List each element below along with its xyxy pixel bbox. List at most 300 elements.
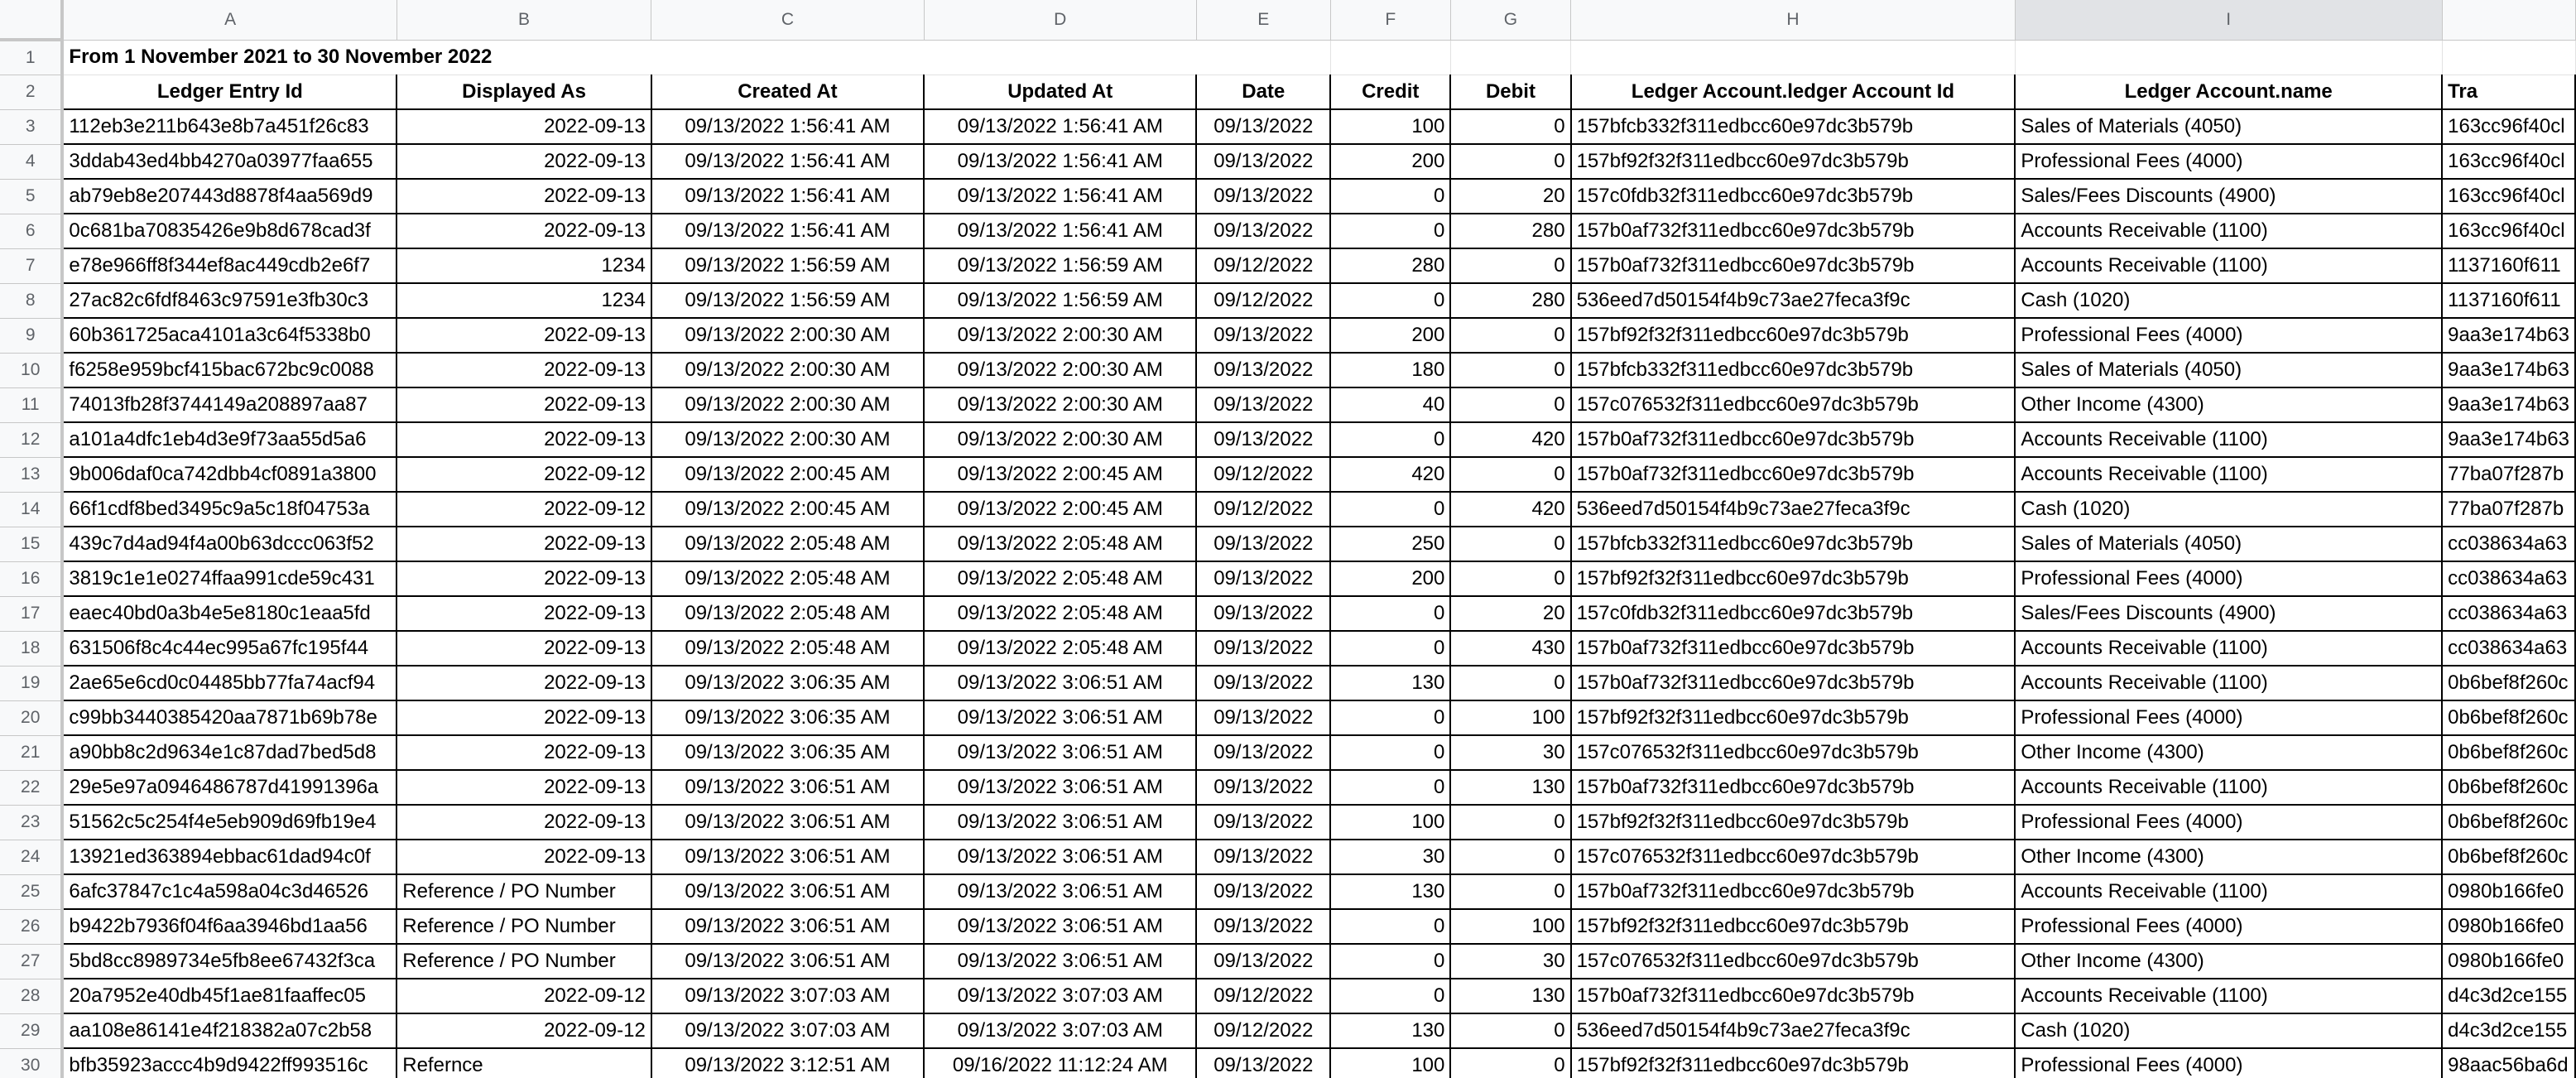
cell[interactable]: 9aa3e174b63 <box>2442 318 2575 353</box>
cell[interactable]: 157bf92f32f311edbcc60e97dc3b579b <box>1571 805 2016 840</box>
cell[interactable]: 0 <box>1450 387 1570 422</box>
cell[interactable]: 09/13/2022 <box>1196 387 1330 422</box>
cell[interactable]: 09/13/2022 1:56:41 AM <box>651 179 924 214</box>
cell[interactable]: 09/12/2022 <box>1196 283 1330 318</box>
cell[interactable]: 112eb3e211b643e8b7a451f26c83 <box>62 109 396 144</box>
row-header[interactable]: 16 <box>0 561 62 596</box>
cell[interactable]: 09/13/2022 3:07:03 AM <box>924 1013 1196 1048</box>
cell[interactable]: 2022-09-12 <box>396 457 651 492</box>
cell[interactable]: Accounts Receivable (1100) <box>2015 874 2442 909</box>
cell[interactable]: Other Income (4300) <box>2015 944 2442 979</box>
cell[interactable]: 631506f8c4c44ec995a67fc195f44 <box>62 631 396 666</box>
column-header[interactable]: D <box>924 0 1196 40</box>
cell[interactable]: 0b6bef8f260c <box>2442 666 2575 700</box>
cell[interactable]: Cash (1020) <box>2015 283 2442 318</box>
cell[interactable]: Professional Fees (4000) <box>2015 318 2442 353</box>
cell[interactable]: 100 <box>1330 1048 1450 1078</box>
cell[interactable]: 09/13/2022 1:56:41 AM <box>924 214 1196 248</box>
cell[interactable]: 157b0af732f311edbcc60e97dc3b579b <box>1571 214 2016 248</box>
cell[interactable]: 1234 <box>396 283 651 318</box>
header-cell[interactable]: Created At <box>651 75 924 109</box>
cell[interactable]: Cash (1020) <box>2015 1013 2442 1048</box>
cell[interactable]: 439c7d4ad94f4a00b63dccc063f52 <box>62 527 396 561</box>
cell[interactable]: 163cc96f40cl <box>2442 144 2575 179</box>
cell[interactable]: 09/13/2022 <box>1196 527 1330 561</box>
cell[interactable]: 6afc37847c1c4a598a04c3d46526 <box>62 874 396 909</box>
row-header[interactable]: 7 <box>0 248 62 283</box>
cell[interactable]: 157c076532f311edbcc60e97dc3b579b <box>1571 387 2016 422</box>
cell[interactable]: 09/13/2022 3:06:51 AM <box>924 909 1196 944</box>
cell[interactable]: 09/13/2022 3:06:51 AM <box>924 735 1196 770</box>
cell[interactable]: 280 <box>1450 214 1570 248</box>
cell[interactable]: 09/13/2022 2:05:48 AM <box>924 561 1196 596</box>
cell[interactable]: f6258e959bcf415bac672bc9c0088 <box>62 353 396 387</box>
cell[interactable]: 09/13/2022 3:06:51 AM <box>651 944 924 979</box>
cell[interactable]: 0 <box>1330 596 1450 631</box>
cell[interactable]: 09/13/2022 1:56:41 AM <box>651 214 924 248</box>
row-header[interactable]: 8 <box>0 283 62 318</box>
cell[interactable]: 0 <box>1330 909 1450 944</box>
cell[interactable]: 09/13/2022 3:06:51 AM <box>924 770 1196 805</box>
cell[interactable]: 09/13/2022 2:00:30 AM <box>651 422 924 457</box>
cell[interactable]: Sales/Fees Discounts (4900) <box>2015 179 2442 214</box>
cell[interactable]: 280 <box>1330 248 1450 283</box>
cell[interactable]: 157b0af732f311edbcc60e97dc3b579b <box>1571 874 2016 909</box>
cell[interactable]: 09/13/2022 3:12:51 AM <box>651 1048 924 1078</box>
cell[interactable]: 157bfcb332f311edbcc60e97dc3b579b <box>1571 353 2016 387</box>
cell[interactable]: 157b0af732f311edbcc60e97dc3b579b <box>1571 979 2016 1013</box>
cell[interactable]: 130 <box>1330 1013 1450 1048</box>
cell[interactable]: 2022-09-13 <box>396 596 651 631</box>
cell[interactable]: 0 <box>1330 422 1450 457</box>
cell[interactable]: 0 <box>1330 944 1450 979</box>
cell[interactable]: 09/13/2022 <box>1196 944 1330 979</box>
cell[interactable]: 09/13/2022 2:00:30 AM <box>924 353 1196 387</box>
cell[interactable]: 0 <box>1450 353 1570 387</box>
cell[interactable]: 0980b166fe0 <box>2442 944 2575 979</box>
cell[interactable]: 09/13/2022 <box>1196 770 1330 805</box>
cell[interactable]: 09/13/2022 <box>1196 318 1330 353</box>
cell[interactable]: 09/13/2022 3:06:51 AM <box>651 840 924 874</box>
cell[interactable]: 09/13/2022 2:05:48 AM <box>651 527 924 561</box>
cell[interactable]: 100 <box>1450 909 1570 944</box>
cell[interactable]: 09/13/2022 3:06:51 AM <box>651 909 924 944</box>
cell[interactable]: cc038634a63 <box>2442 561 2575 596</box>
cell[interactable]: 0 <box>1330 179 1450 214</box>
cell[interactable]: 200 <box>1330 561 1450 596</box>
cell[interactable]: Cash (1020) <box>2015 492 2442 527</box>
cell[interactable]: Professional Fees (4000) <box>2015 909 2442 944</box>
cell[interactable]: 09/12/2022 <box>1196 248 1330 283</box>
cell[interactable]: 157b0af732f311edbcc60e97dc3b579b <box>1571 422 2016 457</box>
row-header[interactable]: 11 <box>0 387 62 422</box>
cell[interactable]: 180 <box>1330 353 1450 387</box>
column-header[interactable]: A <box>62 0 396 40</box>
cell[interactable]: 157c076532f311edbcc60e97dc3b579b <box>1571 944 2016 979</box>
cell[interactable]: 2022-09-13 <box>396 318 651 353</box>
cell[interactable]: 09/12/2022 <box>1196 1013 1330 1048</box>
cell[interactable]: Accounts Receivable (1100) <box>2015 770 2442 805</box>
cell[interactable]: 420 <box>1450 492 1570 527</box>
cell[interactable]: Reference / PO Number <box>396 944 651 979</box>
row-header[interactable]: 14 <box>0 492 62 527</box>
cell[interactable]: 0 <box>1450 874 1570 909</box>
cell[interactable]: 09/13/2022 <box>1196 179 1330 214</box>
cell[interactable]: 0 <box>1330 979 1450 1013</box>
cell[interactable]: Other Income (4300) <box>2015 840 2442 874</box>
cell[interactable]: Other Income (4300) <box>2015 387 2442 422</box>
cell[interactable]: 09/13/2022 2:05:48 AM <box>924 631 1196 666</box>
cell[interactable]: Professional Fees (4000) <box>2015 144 2442 179</box>
cell[interactable]: 60b361725aca4101a3c64f5338b0 <box>62 318 396 353</box>
cell[interactable]: Reference / PO Number <box>396 909 651 944</box>
cell[interactable]: 20 <box>1450 596 1570 631</box>
cell[interactable]: 77ba07f287b <box>2442 492 2575 527</box>
cell[interactable]: 536eed7d50154f4b9c73ae27feca3f9c <box>1571 492 2016 527</box>
row-header[interactable]: 15 <box>0 527 62 561</box>
cell[interactable]: 0 <box>1450 457 1570 492</box>
cell[interactable]: 09/13/2022 3:06:51 AM <box>924 944 1196 979</box>
cell[interactable]: 09/13/2022 <box>1196 1048 1330 1078</box>
cell[interactable]: 100 <box>1330 805 1450 840</box>
cell[interactable]: 2022-09-13 <box>396 666 651 700</box>
cell[interactable]: 157bf92f32f311edbcc60e97dc3b579b <box>1571 1048 2016 1078</box>
cell[interactable]: 09/13/2022 1:56:41 AM <box>924 179 1196 214</box>
cell[interactable]: 09/13/2022 1:56:41 AM <box>924 144 1196 179</box>
cell[interactable]: 09/13/2022 2:05:48 AM <box>924 527 1196 561</box>
cell[interactable]: 09/13/2022 2:00:30 AM <box>651 387 924 422</box>
cell[interactable]: Other Income (4300) <box>2015 735 2442 770</box>
column-header[interactable]: H <box>1571 0 2016 40</box>
cell[interactable]: 09/13/2022 1:56:41 AM <box>651 144 924 179</box>
row-header[interactable]: 29 <box>0 1013 62 1048</box>
cell[interactable]: Sales of Materials (4050) <box>2015 527 2442 561</box>
cell[interactable]: 30 <box>1450 735 1570 770</box>
cell[interactable]: a101a4dfc1eb4d3e9f73aa55d5a6 <box>62 422 396 457</box>
cell[interactable] <box>2442 40 2575 75</box>
cell[interactable]: 0 <box>1450 1048 1570 1078</box>
cell[interactable]: 09/13/2022 <box>1196 874 1330 909</box>
row-header[interactable]: 23 <box>0 805 62 840</box>
row-header[interactable]: 1 <box>0 40 62 75</box>
cell[interactable]: 2022-09-13 <box>396 561 651 596</box>
cell[interactable]: 0b6bef8f260c <box>2442 805 2575 840</box>
row-header[interactable]: 12 <box>0 422 62 457</box>
cell[interactable]: 0 <box>1330 214 1450 248</box>
cell[interactable] <box>1450 40 1570 75</box>
header-cell[interactable]: Debit <box>1450 75 1570 109</box>
header-cell[interactable]: Ledger Account.ledger Account Id <box>1571 75 2016 109</box>
cell[interactable]: 0 <box>1330 283 1450 318</box>
cell[interactable]: 9aa3e174b63 <box>2442 387 2575 422</box>
row-header[interactable]: 4 <box>0 144 62 179</box>
cell[interactable]: 09/13/2022 3:06:35 AM <box>651 700 924 735</box>
cell[interactable]: 2022-09-13 <box>396 527 651 561</box>
row-header[interactable]: 5 <box>0 179 62 214</box>
cell[interactable]: 09/13/2022 2:00:45 AM <box>651 457 924 492</box>
cell[interactable]: 09/13/2022 2:00:30 AM <box>924 387 1196 422</box>
cell[interactable]: 09/13/2022 2:00:45 AM <box>924 457 1196 492</box>
cell[interactable]: 2022-09-13 <box>396 353 651 387</box>
cell[interactable]: Accounts Receivable (1100) <box>2015 631 2442 666</box>
cell[interactable]: 100 <box>1330 109 1450 144</box>
row-header[interactable]: 25 <box>0 874 62 909</box>
cell[interactable]: Accounts Receivable (1100) <box>2015 248 2442 283</box>
cell[interactable]: 0980b166fe0 <box>2442 874 2575 909</box>
cell[interactable]: Sales/Fees Discounts (4900) <box>2015 596 2442 631</box>
cell[interactable]: 250 <box>1330 527 1450 561</box>
row-header[interactable]: 6 <box>0 214 62 248</box>
cell[interactable]: 09/13/2022 <box>1196 596 1330 631</box>
cell[interactable]: 09/13/2022 <box>1196 666 1330 700</box>
cell[interactable]: 157bf92f32f311edbcc60e97dc3b579b <box>1571 561 2016 596</box>
cell[interactable]: 2022-09-13 <box>396 631 651 666</box>
cell[interactable]: 0 <box>1330 631 1450 666</box>
cell[interactable]: 536eed7d50154f4b9c73ae27feca3f9c <box>1571 1013 2016 1048</box>
cell[interactable]: 0b6bef8f260c <box>2442 770 2575 805</box>
cell[interactable]: e78e966ff8f344ef8ac449cdb2e6f7 <box>62 248 396 283</box>
cell[interactable]: 09/13/2022 <box>1196 422 1330 457</box>
cell[interactable]: Sales of Materials (4050) <box>2015 109 2442 144</box>
cell[interactable]: 157bf92f32f311edbcc60e97dc3b579b <box>1571 909 2016 944</box>
cell[interactable]: 20 <box>1450 179 1570 214</box>
cell[interactable]: 2022-09-13 <box>396 735 651 770</box>
cell[interactable]: a90bb8c2d9634e1c87dad7bed5d8 <box>62 735 396 770</box>
cell[interactable]: 09/12/2022 <box>1196 457 1330 492</box>
cell[interactable]: 157b0af732f311edbcc60e97dc3b579b <box>1571 457 2016 492</box>
cell[interactable]: 09/13/2022 3:06:51 AM <box>651 805 924 840</box>
cell[interactable]: 09/13/2022 1:56:59 AM <box>924 248 1196 283</box>
cell[interactable]: 09/13/2022 2:00:45 AM <box>924 492 1196 527</box>
cell[interactable]: 09/13/2022 2:00:30 AM <box>651 318 924 353</box>
cell[interactable]: 0 <box>1450 527 1570 561</box>
cell[interactable]: 157bf92f32f311edbcc60e97dc3b579b <box>1571 144 2016 179</box>
cell[interactable]: 163cc96f40cl <box>2442 109 2575 144</box>
cell[interactable]: 2ae65e6cd0c04485bb77fa74acf94 <box>62 666 396 700</box>
cell[interactable]: 130 <box>1450 770 1570 805</box>
cell[interactable]: 157c0fdb32f311edbcc60e97dc3b579b <box>1571 596 2016 631</box>
cell[interactable]: 2022-09-13 <box>396 109 651 144</box>
cell[interactable]: Professional Fees (4000) <box>2015 561 2442 596</box>
cell[interactable] <box>1330 40 1450 75</box>
cell[interactable]: 09/13/2022 <box>1196 631 1330 666</box>
cell[interactable]: 2022-09-13 <box>396 805 651 840</box>
cell[interactable]: 0980b166fe0 <box>2442 909 2575 944</box>
header-cell[interactable]: Displayed As <box>396 75 651 109</box>
cell[interactable]: 09/13/2022 3:06:51 AM <box>924 874 1196 909</box>
cell[interactable]: 09/13/2022 1:56:41 AM <box>651 109 924 144</box>
cell[interactable]: aa108e86141e4f218382a07c2b58 <box>62 1013 396 1048</box>
cell[interactable]: 200 <box>1330 318 1450 353</box>
cell[interactable]: 2022-09-13 <box>396 387 651 422</box>
header-cell[interactable]: Tra <box>2442 75 2575 109</box>
cell[interactable]: 2022-09-13 <box>396 144 651 179</box>
cell[interactable]: 3ddab43ed4bb4270a03977faa655 <box>62 144 396 179</box>
cell[interactable]: 420 <box>1330 457 1450 492</box>
cell[interactable]: 0 <box>1450 248 1570 283</box>
cell[interactable]: 2022-09-13 <box>396 840 651 874</box>
cell[interactable]: 130 <box>1330 666 1450 700</box>
cell[interactable]: 51562c5c254f4e5eb909d69fb19e4 <box>62 805 396 840</box>
cell[interactable]: 09/13/2022 2:00:30 AM <box>924 422 1196 457</box>
cell[interactable]: 5bd8cc8989734e5fb8ee67432f3ca <box>62 944 396 979</box>
cell[interactable]: 536eed7d50154f4b9c73ae27feca3f9c <box>1571 283 2016 318</box>
cell[interactable]: 09/13/2022 3:06:35 AM <box>651 666 924 700</box>
cell[interactable]: bfb35923accc4b9d9422ff993516c <box>62 1048 396 1078</box>
cell[interactable]: 157c076532f311edbcc60e97dc3b579b <box>1571 735 2016 770</box>
cell[interactable] <box>2015 40 2442 75</box>
cell[interactable]: 0 <box>1450 805 1570 840</box>
cell[interactable]: 157c0fdb32f311edbcc60e97dc3b579b <box>1571 179 2016 214</box>
cell[interactable]: 130 <box>1450 979 1570 1013</box>
cell[interactable]: 163cc96f40cl <box>2442 214 2575 248</box>
cell[interactable]: 30 <box>1330 840 1450 874</box>
cell[interactable]: 0 <box>1330 492 1450 527</box>
cell[interactable]: 3819c1e1e0274ffaa991cde59c431 <box>62 561 396 596</box>
cell[interactable]: 09/13/2022 <box>1196 144 1330 179</box>
cell[interactable]: 30 <box>1450 944 1570 979</box>
cell[interactable]: 9aa3e174b63 <box>2442 422 2575 457</box>
cell[interactable]: Professional Fees (4000) <box>2015 1048 2442 1078</box>
header-cell[interactable]: Ledger Account.name <box>2015 75 2442 109</box>
report-title[interactable]: From 1 November 2021 to 30 November 2022 <box>62 40 1196 75</box>
cell[interactable]: 09/13/2022 2:05:48 AM <box>924 596 1196 631</box>
cell[interactable]: Professional Fees (4000) <box>2015 700 2442 735</box>
cell[interactable]: Accounts Receivable (1100) <box>2015 979 2442 1013</box>
cell[interactable]: 29e5e97a0946486787d41991396a <box>62 770 396 805</box>
cell[interactable]: c99bb3440385420aa7871b69b78e <box>62 700 396 735</box>
cell[interactable]: cc038634a63 <box>2442 596 2575 631</box>
cell[interactable]: 1234 <box>396 248 651 283</box>
cell[interactable]: 09/13/2022 2:00:45 AM <box>651 492 924 527</box>
row-header[interactable]: 30 <box>0 1048 62 1078</box>
cell[interactable]: 2022-09-13 <box>396 770 651 805</box>
cell[interactable]: 09/13/2022 1:56:41 AM <box>924 109 1196 144</box>
cell[interactable]: 130 <box>1330 874 1450 909</box>
column-header[interactable]: F <box>1330 0 1450 40</box>
cell[interactable]: 09/13/2022 <box>1196 700 1330 735</box>
row-header[interactable]: 24 <box>0 840 62 874</box>
cell[interactable]: 0b6bef8f260c <box>2442 735 2575 770</box>
cell[interactable]: 2022-09-12 <box>396 1013 651 1048</box>
cell[interactable]: 09/13/2022 3:06:35 AM <box>651 735 924 770</box>
cell[interactable]: cc038634a63 <box>2442 631 2575 666</box>
cell[interactable]: 200 <box>1330 144 1450 179</box>
column-header[interactable]: I <box>2015 0 2442 40</box>
cell[interactable]: 0 <box>1450 109 1570 144</box>
cell[interactable]: Accounts Receivable (1100) <box>2015 214 2442 248</box>
cell[interactable]: 09/13/2022 3:06:51 AM <box>924 840 1196 874</box>
column-header[interactable] <box>2442 0 2575 40</box>
cell[interactable]: 09/13/2022 3:06:51 AM <box>651 874 924 909</box>
cell[interactable]: 0b6bef8f260c <box>2442 840 2575 874</box>
cell[interactable]: 0 <box>1330 735 1450 770</box>
cell[interactable]: 157b0af732f311edbcc60e97dc3b579b <box>1571 770 2016 805</box>
cell[interactable]: 27ac82c6fdf8463c97591e3fb30c3 <box>62 283 396 318</box>
cell[interactable]: 66f1cdf8bed3495c9a5c18f04753a <box>62 492 396 527</box>
cell[interactable]: 09/13/2022 <box>1196 561 1330 596</box>
cell[interactable]: 98aac56ba6d <box>2442 1048 2575 1078</box>
cell[interactable]: 09/13/2022 3:06:51 AM <box>924 666 1196 700</box>
cell[interactable]: 0 <box>1450 1013 1570 1048</box>
cell[interactable]: 09/13/2022 2:05:48 AM <box>651 631 924 666</box>
row-header[interactable]: 3 <box>0 109 62 144</box>
column-header[interactable]: E <box>1196 0 1330 40</box>
cell[interactable]: 09/13/2022 3:07:03 AM <box>924 979 1196 1013</box>
row-header[interactable]: 13 <box>0 457 62 492</box>
cell[interactable]: 09/12/2022 <box>1196 979 1330 1013</box>
cell[interactable]: 09/13/2022 3:06:51 AM <box>651 770 924 805</box>
cell[interactable]: 09/13/2022 1:56:59 AM <box>651 248 924 283</box>
cell[interactable]: 0 <box>1330 700 1450 735</box>
cell[interactable]: 09/13/2022 3:06:51 AM <box>924 700 1196 735</box>
cell[interactable]: 09/13/2022 <box>1196 214 1330 248</box>
cell[interactable]: 74013fb28f3744149a208897aa87 <box>62 387 396 422</box>
cell[interactable]: 157bfcb332f311edbcc60e97dc3b579b <box>1571 527 2016 561</box>
cell[interactable]: 2022-09-13 <box>396 700 651 735</box>
cell[interactable]: Accounts Receivable (1100) <box>2015 422 2442 457</box>
cell[interactable]: 09/13/2022 3:06:51 AM <box>924 805 1196 840</box>
cell[interactable]: 1137160f611 <box>2442 248 2575 283</box>
cell[interactable]: 1137160f611 <box>2442 283 2575 318</box>
cell[interactable]: 0 <box>1450 561 1570 596</box>
cell[interactable]: 09/13/2022 <box>1196 909 1330 944</box>
row-header[interactable]: 20 <box>0 700 62 735</box>
cell[interactable]: 280 <box>1450 283 1570 318</box>
cell[interactable]: 2022-09-12 <box>396 979 651 1013</box>
cell[interactable]: 09/13/2022 <box>1196 805 1330 840</box>
cell[interactable]: 09/16/2022 11:12:24 AM <box>924 1048 1196 1078</box>
cell[interactable]: 0 <box>1450 318 1570 353</box>
cell[interactable]: 420 <box>1450 422 1570 457</box>
cell[interactable]: 09/13/2022 <box>1196 109 1330 144</box>
row-header[interactable]: 17 <box>0 596 62 631</box>
cell[interactable]: 0 <box>1450 840 1570 874</box>
cell[interactable] <box>1196 40 1330 75</box>
cell[interactable]: d4c3d2ce155 <box>2442 979 2575 1013</box>
cell[interactable]: 157bf92f32f311edbcc60e97dc3b579b <box>1571 318 2016 353</box>
cell[interactable] <box>1571 40 2016 75</box>
cell[interactable]: 09/13/2022 2:00:30 AM <box>651 353 924 387</box>
cell[interactable]: 100 <box>1450 700 1570 735</box>
cell[interactable]: 163cc96f40cl <box>2442 179 2575 214</box>
column-header[interactable]: B <box>396 0 651 40</box>
cell[interactable]: 157b0af732f311edbcc60e97dc3b579b <box>1571 248 2016 283</box>
cell[interactable]: eaec40bd0a3b4e5e8180c1eaa5fd <box>62 596 396 631</box>
header-cell[interactable]: Ledger Entry Id <box>62 75 396 109</box>
cell[interactable]: 09/13/2022 3:07:03 AM <box>651 1013 924 1048</box>
cell[interactable]: 09/13/2022 2:00:30 AM <box>924 318 1196 353</box>
cell[interactable]: 2022-09-12 <box>396 492 651 527</box>
cell[interactable]: 0c681ba70835426e9b8d678cad3f <box>62 214 396 248</box>
cell[interactable]: Accounts Receivable (1100) <box>2015 666 2442 700</box>
cell[interactable]: 40 <box>1330 387 1450 422</box>
cell[interactable]: 09/13/2022 <box>1196 735 1330 770</box>
cell[interactable]: Refernce <box>396 1048 651 1078</box>
cell[interactable]: 430 <box>1450 631 1570 666</box>
row-header[interactable]: 21 <box>0 735 62 770</box>
cell[interactable]: 20a7952e40db45f1ae81faaffec05 <box>62 979 396 1013</box>
cell[interactable]: Reference / PO Number <box>396 874 651 909</box>
cell[interactable]: 0 <box>1330 770 1450 805</box>
cell[interactable]: 157b0af732f311edbcc60e97dc3b579b <box>1571 666 2016 700</box>
row-header[interactable]: 10 <box>0 353 62 387</box>
cell[interactable]: 157bf92f32f311edbcc60e97dc3b579b <box>1571 700 2016 735</box>
cell[interactable]: 09/13/2022 2:05:48 AM <box>651 561 924 596</box>
cell[interactable]: Accounts Receivable (1100) <box>2015 457 2442 492</box>
cell[interactable]: 09/13/2022 2:05:48 AM <box>651 596 924 631</box>
cell[interactable]: 2022-09-13 <box>396 422 651 457</box>
